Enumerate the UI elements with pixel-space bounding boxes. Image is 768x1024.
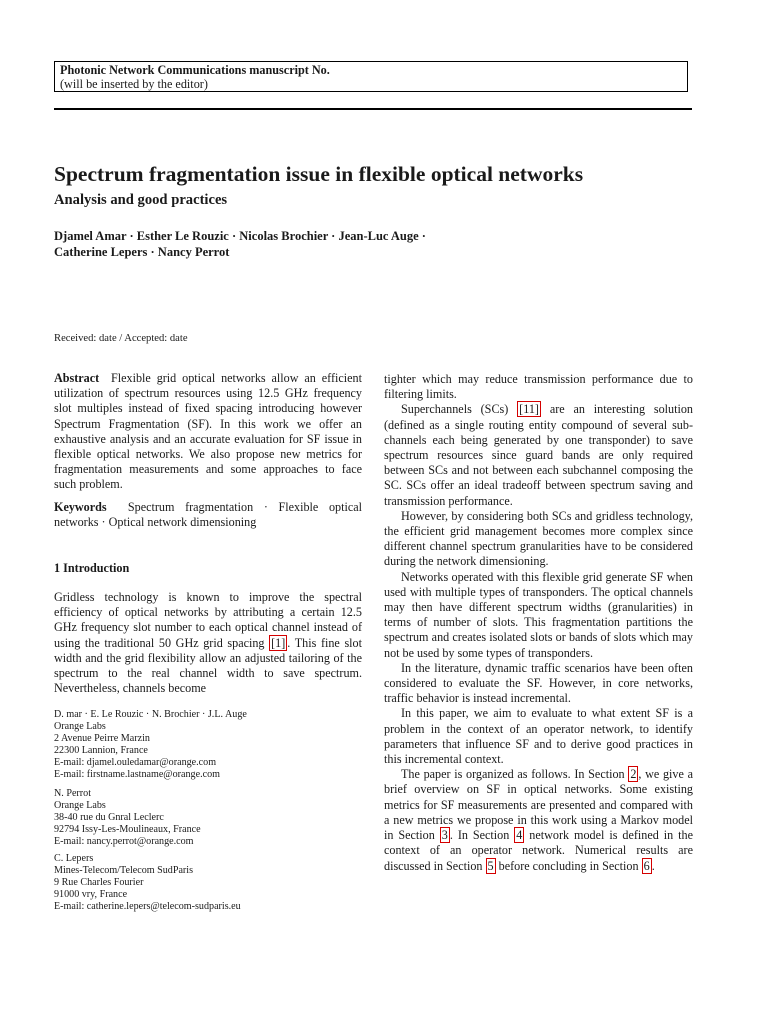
paragraph: In the literature, dynamic traffic scenarios have been often considered to evaluate the SF. However, in core networks, traffic behavior is instead incremental. xyxy=(384,660,693,706)
paragraph-text: network model is defined in the context of an operator network. Numerical results are discussed in Section xyxy=(384,828,693,873)
affiliation-line: 92794 Issy-Les-Moulineaux, France xyxy=(54,824,201,836)
paragraph-text: . xyxy=(651,858,655,873)
abstract-label: Abstract xyxy=(54,371,100,385)
citation-link-1[interactable]: [1] xyxy=(271,635,286,650)
affiliation-line: N. Perrot xyxy=(54,788,92,799)
journal-header-box xyxy=(54,61,688,92)
affiliation-line: Mines-Telecom/Telecom SudParis xyxy=(54,865,194,877)
received-date: Received: date / Accepted: date xyxy=(54,333,188,344)
author-line-2: Catherine Lepers · Nancy Perrot xyxy=(54,244,230,259)
paragraph-text: . In Section xyxy=(449,828,510,843)
paragraph-text: The paper is organized as follows. In Section xyxy=(401,767,625,782)
section-heading-introduction: 1 Introduction xyxy=(54,561,130,575)
paragraph: tighter which may reduce transmission performance due to filtering limits. xyxy=(384,372,693,402)
abstract xyxy=(54,371,362,493)
affiliation-line: 22300 Lannion, France xyxy=(54,745,148,757)
editor-note: (will be inserted by the editor) xyxy=(60,77,208,91)
affiliation-line: D. mar · E. Le Rouzic · N. Brochier · J.L. Auge xyxy=(54,709,247,720)
intro-text-a: Gridless technology is known to improve the spectral efficiency of optical networks by attributing a certain 12.5 GHz frequency slot number to each optical channel instead of using the traditional 50 GHz grid spacing xyxy=(54,590,362,650)
paragraph-text: Superchannels (SCs) xyxy=(401,402,509,417)
introduction-paragraph xyxy=(54,590,362,696)
keywords-label: Keywords xyxy=(54,499,107,514)
affiliation-email: E-mail: nancy.perrot@orange.com xyxy=(54,836,194,848)
paragraph: However, by considering both SCs and gridless technology, the efficient grid management becomes more complex since different channel spectrum granularities have to be considered during the network dimensioning. xyxy=(384,508,693,569)
affiliation-line: Orange Labs xyxy=(54,800,106,812)
right-column xyxy=(384,372,693,874)
affiliation-block-3 xyxy=(54,853,374,913)
paper-subtitle: Analysis and good practices xyxy=(54,192,228,208)
affiliation-line: C. Lepers xyxy=(54,853,94,864)
paragraph-text: , we give a brief overview on SF in optical networks. Some existing metrics for SF measurements are presented and compared with a new metrics we propose in this work using a Markov model in Section xyxy=(384,767,693,843)
header-rule xyxy=(54,108,692,110)
paragraph-text: are an interesting solution (defined as a single routing entity compound of several sub-channels each being generated by one transponder) to save spectrum resources since guard bands are only required between SCs and not between each subchannel composing the SC. SCs offer an ideal tradeoff between spectrum saving and transmission performance. xyxy=(384,402,693,508)
paper-title: Spectrum fragmentation issue in flexible optical networks xyxy=(54,162,584,186)
section-link-4[interactable]: 4 xyxy=(516,828,523,843)
paragraph-text: before concluding in Section xyxy=(498,858,639,873)
section-link-3[interactable]: 3 xyxy=(441,828,448,843)
author-line-1: Djamel Amar · Esther Le Rouzic · Nicolas Brochier · Jean-Luc Auge · xyxy=(54,229,426,243)
paragraph-organization xyxy=(384,767,693,873)
left-column xyxy=(54,371,362,530)
affiliation-block-2 xyxy=(54,788,374,848)
section-link-5[interactable]: 5 xyxy=(487,858,494,873)
keywords xyxy=(54,500,362,530)
affiliation-email: E-mail: djamel.ouledamar@orange.com xyxy=(54,757,217,769)
affiliation-block-1 xyxy=(54,709,374,782)
section-link-2[interactable]: 2 xyxy=(630,767,637,782)
abstract-text: Flexible grid optical networks allow an efficient utilization of spectrum resources using 12.5 GHz frequency slot multiples instead of fixed spacing introducing however Spectrum Fragmentation (SF). In this work we offer an exhaustive analysis and an accurate evaluation for SF issue in flexible optical networks. We also propose new metrics for fragmentation measurements and some approaches to face such problem. xyxy=(54,371,362,492)
section-link-6[interactable]: 6 xyxy=(643,858,650,873)
affiliation-email: E-mail: firstname.lastname@orange.com xyxy=(54,769,220,781)
journal-name: Photonic Network Communications manuscript No. xyxy=(60,63,330,77)
affiliation-line: 38-40 rue du Gnral Leclerc xyxy=(54,812,164,824)
keywords-text: Spectrum fragmentation · Flexible optical networks · Optical network dimensioning xyxy=(54,499,362,529)
paragraph: In this paper, we aim to evaluate to what extent SF is a problem in the context of an operator network, to identify parameters that influence SF and to derive good practices in this incremental context. xyxy=(384,706,693,767)
affiliation-line: 9 Rue Charles Fourier xyxy=(54,877,144,889)
citation-link-11[interactable]: [11] xyxy=(519,402,539,417)
affiliation-email: E-mail: catherine.lepers@telecom-sudparis.eu xyxy=(54,901,241,913)
intro-text-b: . This fine slot width and the grid flexibility allow an adjusted tailoring of the spectrum to the real channel width to save spectrum. Nevertheless, channels become xyxy=(54,635,362,696)
affiliation-line: 2 Avenue Peirre Marzin xyxy=(54,733,150,745)
affiliation-line: 91000 vry, France xyxy=(54,889,128,901)
affiliation-line: Orange Labs xyxy=(54,721,106,733)
paragraph: Networks operated with this flexible grid generate SF when used with multiple types of transponders. The optical channels may then have different spectrum widths (granularities) in terms of number of slots. This fragmentation partitions the spectrum and creates isolated slots or bands of slots which may not be used by some types of transponders. xyxy=(384,569,693,660)
author-list xyxy=(54,229,534,260)
paragraph xyxy=(384,402,693,508)
